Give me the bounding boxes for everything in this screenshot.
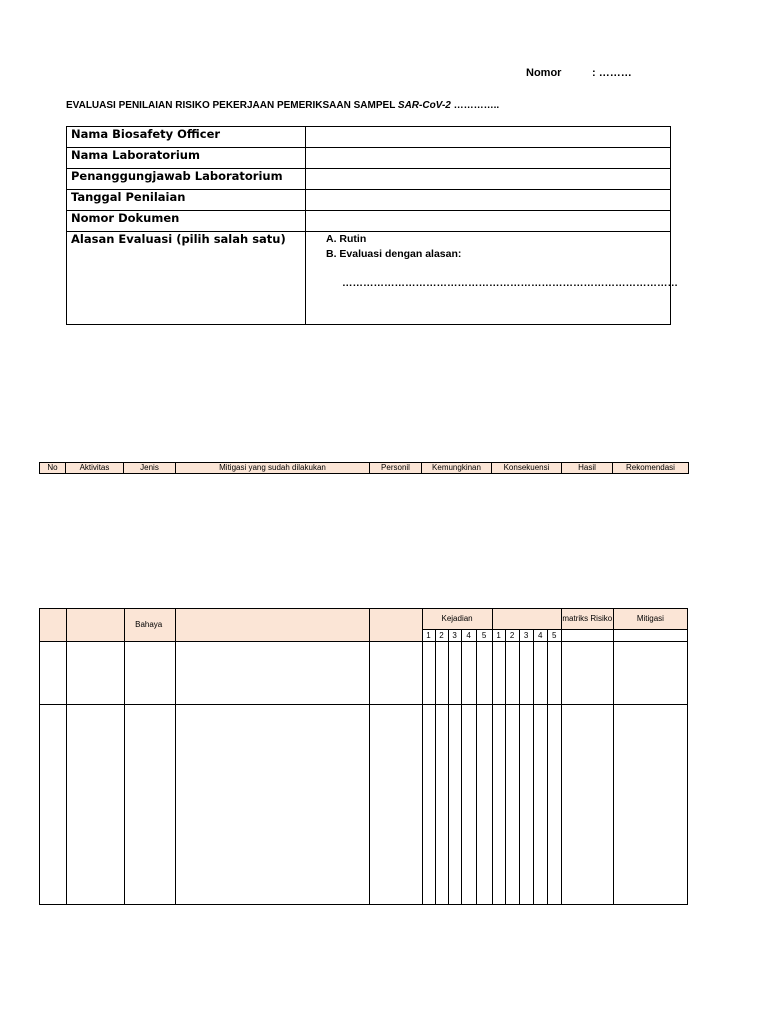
cell[interactable] [533, 642, 547, 705]
info-value-cell[interactable] [306, 190, 671, 211]
col-konsekuensi: Konsekuensi [492, 463, 562, 474]
cell[interactable] [125, 642, 176, 705]
risk-header-strip [39, 462, 689, 474]
cell[interactable] [519, 642, 533, 705]
cell[interactable] [547, 705, 561, 905]
scale-b-2: 2 [505, 630, 519, 642]
cell[interactable] [67, 642, 125, 705]
title-main: EVALUASI PENILAIAN RISIKO PEKERJAAN PEMERIKSAAN SAMPEL [66, 100, 398, 111]
cell[interactable] [435, 705, 448, 905]
cell[interactable] [40, 705, 67, 905]
header-blank-4 [370, 609, 422, 642]
cell[interactable] [613, 642, 687, 705]
header-blank-2 [67, 609, 125, 642]
nomor-field [526, 67, 632, 79]
cell[interactable] [461, 705, 476, 905]
cell[interactable] [476, 642, 492, 705]
document-title [66, 100, 499, 111]
col-hasil: Hasil [562, 463, 613, 474]
info-value-cell[interactable] [306, 169, 671, 190]
info-value-cell[interactable] [306, 211, 671, 232]
col-mitigasi-sudah: Mitigasi yang sudah dilakukan [176, 463, 370, 474]
scale-b-1: 1 [492, 630, 505, 642]
risk-assessment-table [39, 608, 688, 905]
reason-option-rutin[interactable]: A. Rutin [326, 233, 367, 245]
table-header-row [40, 609, 688, 630]
header-mitigasi: Mitigasi [613, 609, 687, 630]
info-label: Nama Laboratorium [67, 148, 306, 169]
scale-b-5: 5 [547, 630, 561, 642]
info-table [66, 126, 678, 325]
cell[interactable] [370, 642, 422, 705]
header-blank-1 [40, 609, 67, 642]
header-blank-3 [176, 609, 370, 642]
info-row [67, 190, 671, 211]
cell[interactable] [533, 705, 547, 905]
info-label: Penanggungjawab Laboratorium [67, 169, 306, 190]
title-dots: ………….. [450, 100, 500, 111]
info-value-cell[interactable] [306, 148, 671, 169]
info-row-reason [67, 232, 671, 325]
cell[interactable] [613, 705, 687, 905]
info-label: Nama Biosafety Officer [67, 127, 306, 148]
cell[interactable] [40, 642, 67, 705]
cell[interactable] [448, 642, 461, 705]
reason-label: Alasan Evaluasi (pilih salah satu) [67, 232, 306, 325]
cell[interactable] [547, 642, 561, 705]
cell[interactable] [422, 642, 435, 705]
nomor-value: : ……… [592, 67, 632, 79]
cell[interactable] [505, 642, 519, 705]
col-jenis: Jenis [124, 463, 176, 474]
info-label: Tanggal Penilaian [67, 190, 306, 211]
scale-a-2: 2 [435, 630, 448, 642]
reason-option-alasan[interactable]: B. Evaluasi dengan alasan: [326, 248, 462, 260]
cell[interactable] [448, 705, 461, 905]
header-blank-5 [492, 609, 561, 630]
nomor-label: Nomor [526, 67, 562, 79]
cell[interactable] [492, 705, 505, 905]
info-value-cell[interactable] [306, 127, 671, 148]
info-row [67, 211, 671, 232]
cell[interactable] [461, 642, 476, 705]
cell[interactable] [67, 705, 125, 905]
scale-a-5: 5 [476, 630, 492, 642]
cell[interactable] [561, 642, 613, 705]
title-italic: SAR-CoV-2 [397, 100, 451, 111]
info-row [67, 148, 671, 169]
cell[interactable] [176, 642, 370, 705]
cell[interactable] [492, 642, 505, 705]
scale-a-3: 3 [448, 630, 461, 642]
col-aktivitas: Aktivitas [66, 463, 124, 474]
col-rekomendasi: Rekomendasi [613, 463, 689, 474]
col-kemungkinan: Kemungkinan [422, 463, 492, 474]
cell[interactable] [519, 705, 533, 905]
info-row [67, 169, 671, 190]
info-label: Nomor Dokumen [67, 211, 306, 232]
header-bahaya: Bahaya [125, 609, 176, 642]
col-no: No [40, 463, 66, 474]
cell[interactable] [561, 705, 613, 905]
table-row [40, 642, 688, 705]
cell[interactable] [422, 705, 435, 905]
scale-a-4: 4 [461, 630, 476, 642]
cell[interactable] [370, 705, 422, 905]
scale-b-3: 3 [519, 630, 533, 642]
scale-b-4: 4 [533, 630, 547, 642]
scale-blank-mitigasi [613, 630, 687, 642]
info-row [67, 127, 671, 148]
scale-blank-matriks [561, 630, 613, 642]
col-personil: Personil [370, 463, 422, 474]
scale-a-1: 1 [422, 630, 435, 642]
cell[interactable] [176, 705, 370, 905]
cell[interactable] [476, 705, 492, 905]
header-matriks: matriks Risiko [561, 609, 613, 630]
reason-options-cell[interactable] [306, 232, 678, 325]
cell[interactable] [435, 642, 448, 705]
reason-dots: …………………………………………………………………………………… [342, 277, 678, 289]
cell[interactable] [505, 705, 519, 905]
header-kejadian: Kejadian [422, 609, 492, 630]
table-row [40, 705, 688, 905]
cell[interactable] [125, 705, 176, 905]
